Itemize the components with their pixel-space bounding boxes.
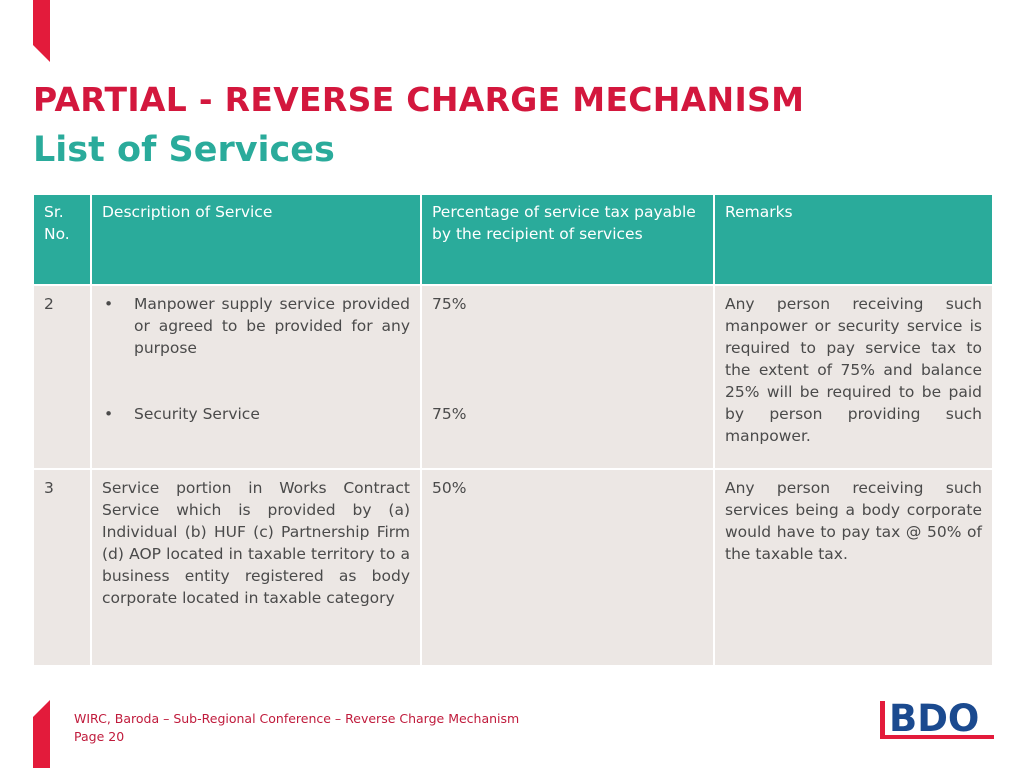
logo-text: BDO bbox=[889, 697, 980, 740]
top-accent-bar bbox=[33, 0, 50, 62]
table-row bbox=[33, 285, 993, 469]
column-header-remarks: Remarks bbox=[714, 194, 993, 285]
cell-remarks: Any person receiving such services being a body corporate would have to pay tax @ 50% of the taxable tax. bbox=[714, 469, 993, 666]
cell-sr-no: 2 bbox=[33, 285, 91, 469]
bullet-item bbox=[102, 293, 410, 359]
cell-percentage: 50% bbox=[421, 469, 714, 666]
cell-percentage bbox=[421, 285, 714, 469]
cell-sr-no: 3 bbox=[33, 469, 91, 666]
footer-page-number: Page 20 bbox=[74, 729, 125, 744]
services-table bbox=[32, 193, 994, 667]
page-subtitle: List of Services bbox=[33, 130, 335, 170]
bottom-accent-bar bbox=[33, 700, 50, 768]
footer-conference-text: WIRC, Baroda – Sub-Regional Conference – Reverse Charge Mechanism bbox=[74, 711, 520, 726]
column-header-percentage: Percentage of service tax payable by the recipient of services bbox=[421, 194, 714, 285]
bullet-item bbox=[102, 403, 410, 425]
page-title: PARTIAL - REVERSE CHARGE MECHANISM bbox=[33, 80, 805, 119]
table-header-row bbox=[33, 194, 993, 285]
column-header-sr-no: Sr. No. bbox=[33, 194, 91, 285]
percentage-value: 75% bbox=[432, 295, 467, 313]
bullet-marker: • bbox=[104, 405, 114, 423]
bullet-text: Security Service bbox=[134, 405, 260, 423]
bullet-text: Manpower supply service provided or agreed to be provided for any purpose bbox=[134, 295, 410, 357]
bullet-marker: • bbox=[104, 295, 114, 313]
percentage-value: 75% bbox=[432, 405, 467, 423]
cell-remarks: Any person receiving such manpower or security service is required to pay service tax to the extent of 75% and balance 25% will be required to be paid by person providing such manpower. bbox=[714, 285, 993, 469]
table-row bbox=[33, 469, 993, 666]
logo-accent-bar bbox=[880, 701, 885, 737]
bdo-logo bbox=[880, 697, 994, 741]
cell-description bbox=[91, 285, 421, 469]
cell-description: Service portion in Works Contract Service which is provided by (a) Individual (b) HUF (c) Partnership Firm (d) AOP located in taxable territory to a business entity registered as body corporate located in taxable category bbox=[91, 469, 421, 666]
column-header-description: Description of Service bbox=[91, 194, 421, 285]
footer bbox=[74, 710, 519, 746]
